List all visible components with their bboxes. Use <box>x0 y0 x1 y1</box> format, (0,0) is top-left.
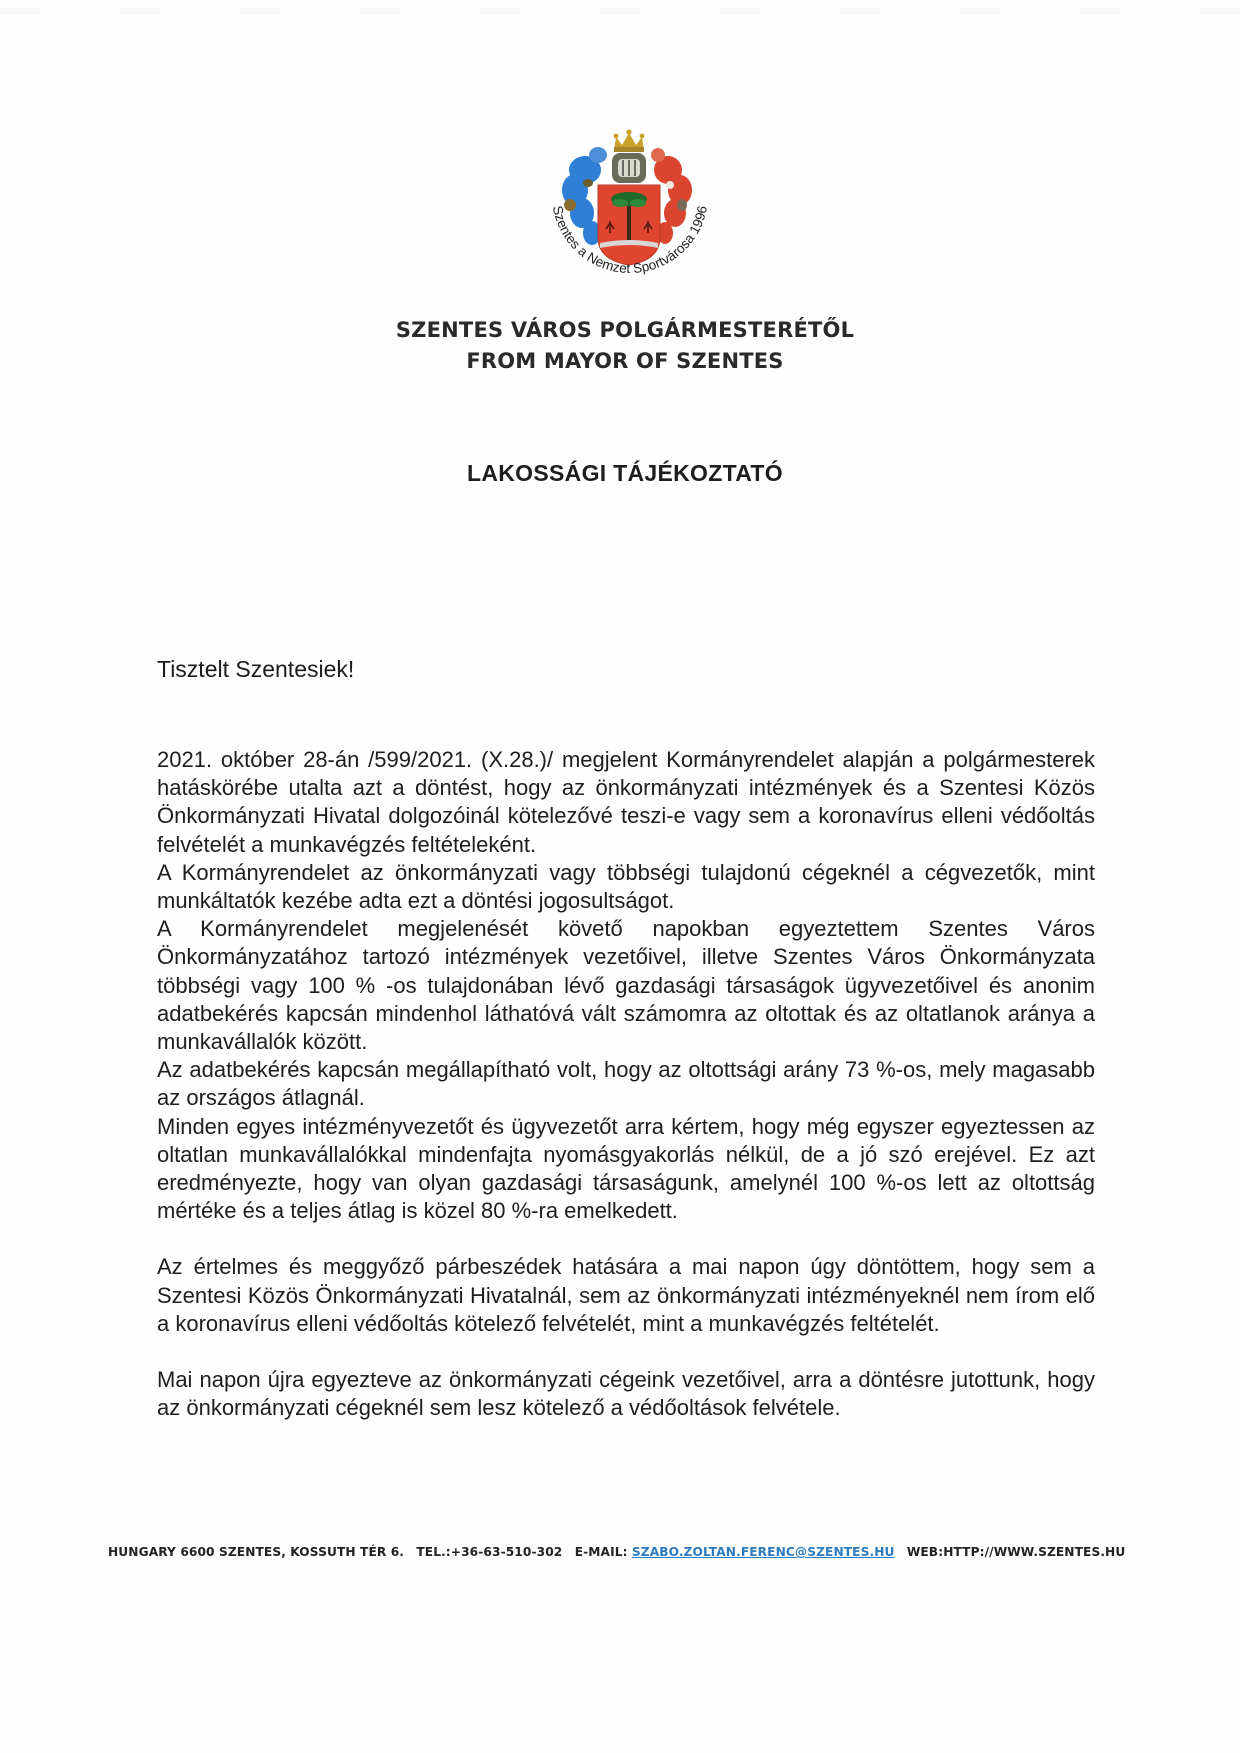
sender-header-english: FROM MAYOR OF SZENTES <box>466 349 784 373</box>
contact-footer <box>108 1545 1138 1559</box>
footer-tel-label: TEL.: <box>416 1545 451 1559</box>
motto-text: Szentes a Nemzet Sportvárosa 1996 <box>549 204 711 277</box>
body-paragraph: A Kormányrendelet az önkormányzati vagy többségi tulajdonú cégeknél a cégvezetők, mint munkáltatók kezébe adta ezt a döntési jogosultságot. <box>157 859 1095 914</box>
footer-address: HUNGARY 6600 SZENTES, KOSSUTH TÉR 6. <box>108 1545 405 1559</box>
footer-web: HTTP://WWW.SZENTES.HU <box>943 1545 1126 1559</box>
footer-tel: +36-63-510-302 <box>450 1545 563 1559</box>
crown <box>614 129 645 152</box>
body-paragraph: Mai napon újra egyezteve az önkormányzati cégeink vezetőivel, arra a döntésre jutottunk, hogy az önkormányzati cégeknél sem lesz kötelező a védőoltások felvétele. <box>157 1367 1095 1421</box>
document-title: LAKOSSÁGI TÁJÉKOZTATÓ <box>467 460 783 486</box>
helmet <box>612 153 646 183</box>
sender-header-hungarian: SZENTES VÁROS POLGÁRMESTERÉTŐL <box>395 318 855 342</box>
greeting: Tisztelt Szentesiek! <box>157 656 355 682</box>
body-paragraph: A Kormányrendelet megjelenését követő napokban egyeztettem Szentes Város Önkormányzatához tartozó intézmények vezetőivel, illetve Szentes Város Önkormányzata többségi vagy 100 % -os tulajdonában lévő gazdasági társaságok ügyvezetőivel és anonim adatbekérés kapcsán mindenhol láthatóvá vált számomra az oltottak és az oltatlanok aránya a munkavállalók között. <box>157 916 1095 1055</box>
letter-body <box>157 746 1095 1422</box>
body-paragraph: Minden egyes intézményvezetőt és ügyvezetőt arra kértem, hogy még egyszer egyeztessen az oltatlan munkavállalókkal mindenfajta nyomásgyakorlás nélkül, de a jó szó erejével. Ez azt eredményezte, hogy van olyan gazdasági társaságunk, amelynél 100 %-os lett az oltottság mértéke és a teljes átlag is közel 80 %-ra emelkedett. <box>157 1113 1095 1224</box>
footer-web-label: WEB: <box>906 1545 944 1559</box>
sender-header <box>0 315 1240 377</box>
scan-artifacts <box>0 8 1240 14</box>
body-paragraph: 2021. október 28-án /599/2021. (X.28.)/ megjelent Kormányrendelet alapján a polgármesterek hatáskörébe utalta azt a döntést, hogy az önkormányzati intézmények és a Szentesi Közös Önkormányzati Hivatal dolgozóinál kötelezővé teszi-e vagy sem a koronavírus elleni védőoltás felvételét a munkavégzés feltételeként. <box>157 747 1095 857</box>
body-paragraph: Az értelmes és meggyőző párbeszédek hatására a mai napon úgy döntöttem, hogy sem a Szentesi Közös Önkormányzati Hivatalnál, sem az önkormányzati intézményeknél nem írom elő a koronavírus elleni védőoltás kötelező felvételét, mint a munkavégzés feltételét. <box>157 1254 1095 1336</box>
coat-of-arms-icon <box>530 125 730 295</box>
footer-email-label: E-MAIL: <box>574 1545 628 1559</box>
shield <box>598 185 660 265</box>
footer-email-link[interactable]: SZABO.ZOLTAN.FERENC@SZENTES.HU <box>631 1545 895 1559</box>
body-paragraph: Az adatbekérés kapcsán megállapítható volt, hogy az oltottsági arány 73 %-os, mely magasabb az országos átlagnál. <box>157 1057 1095 1111</box>
city-coat-of-arms <box>530 125 730 295</box>
